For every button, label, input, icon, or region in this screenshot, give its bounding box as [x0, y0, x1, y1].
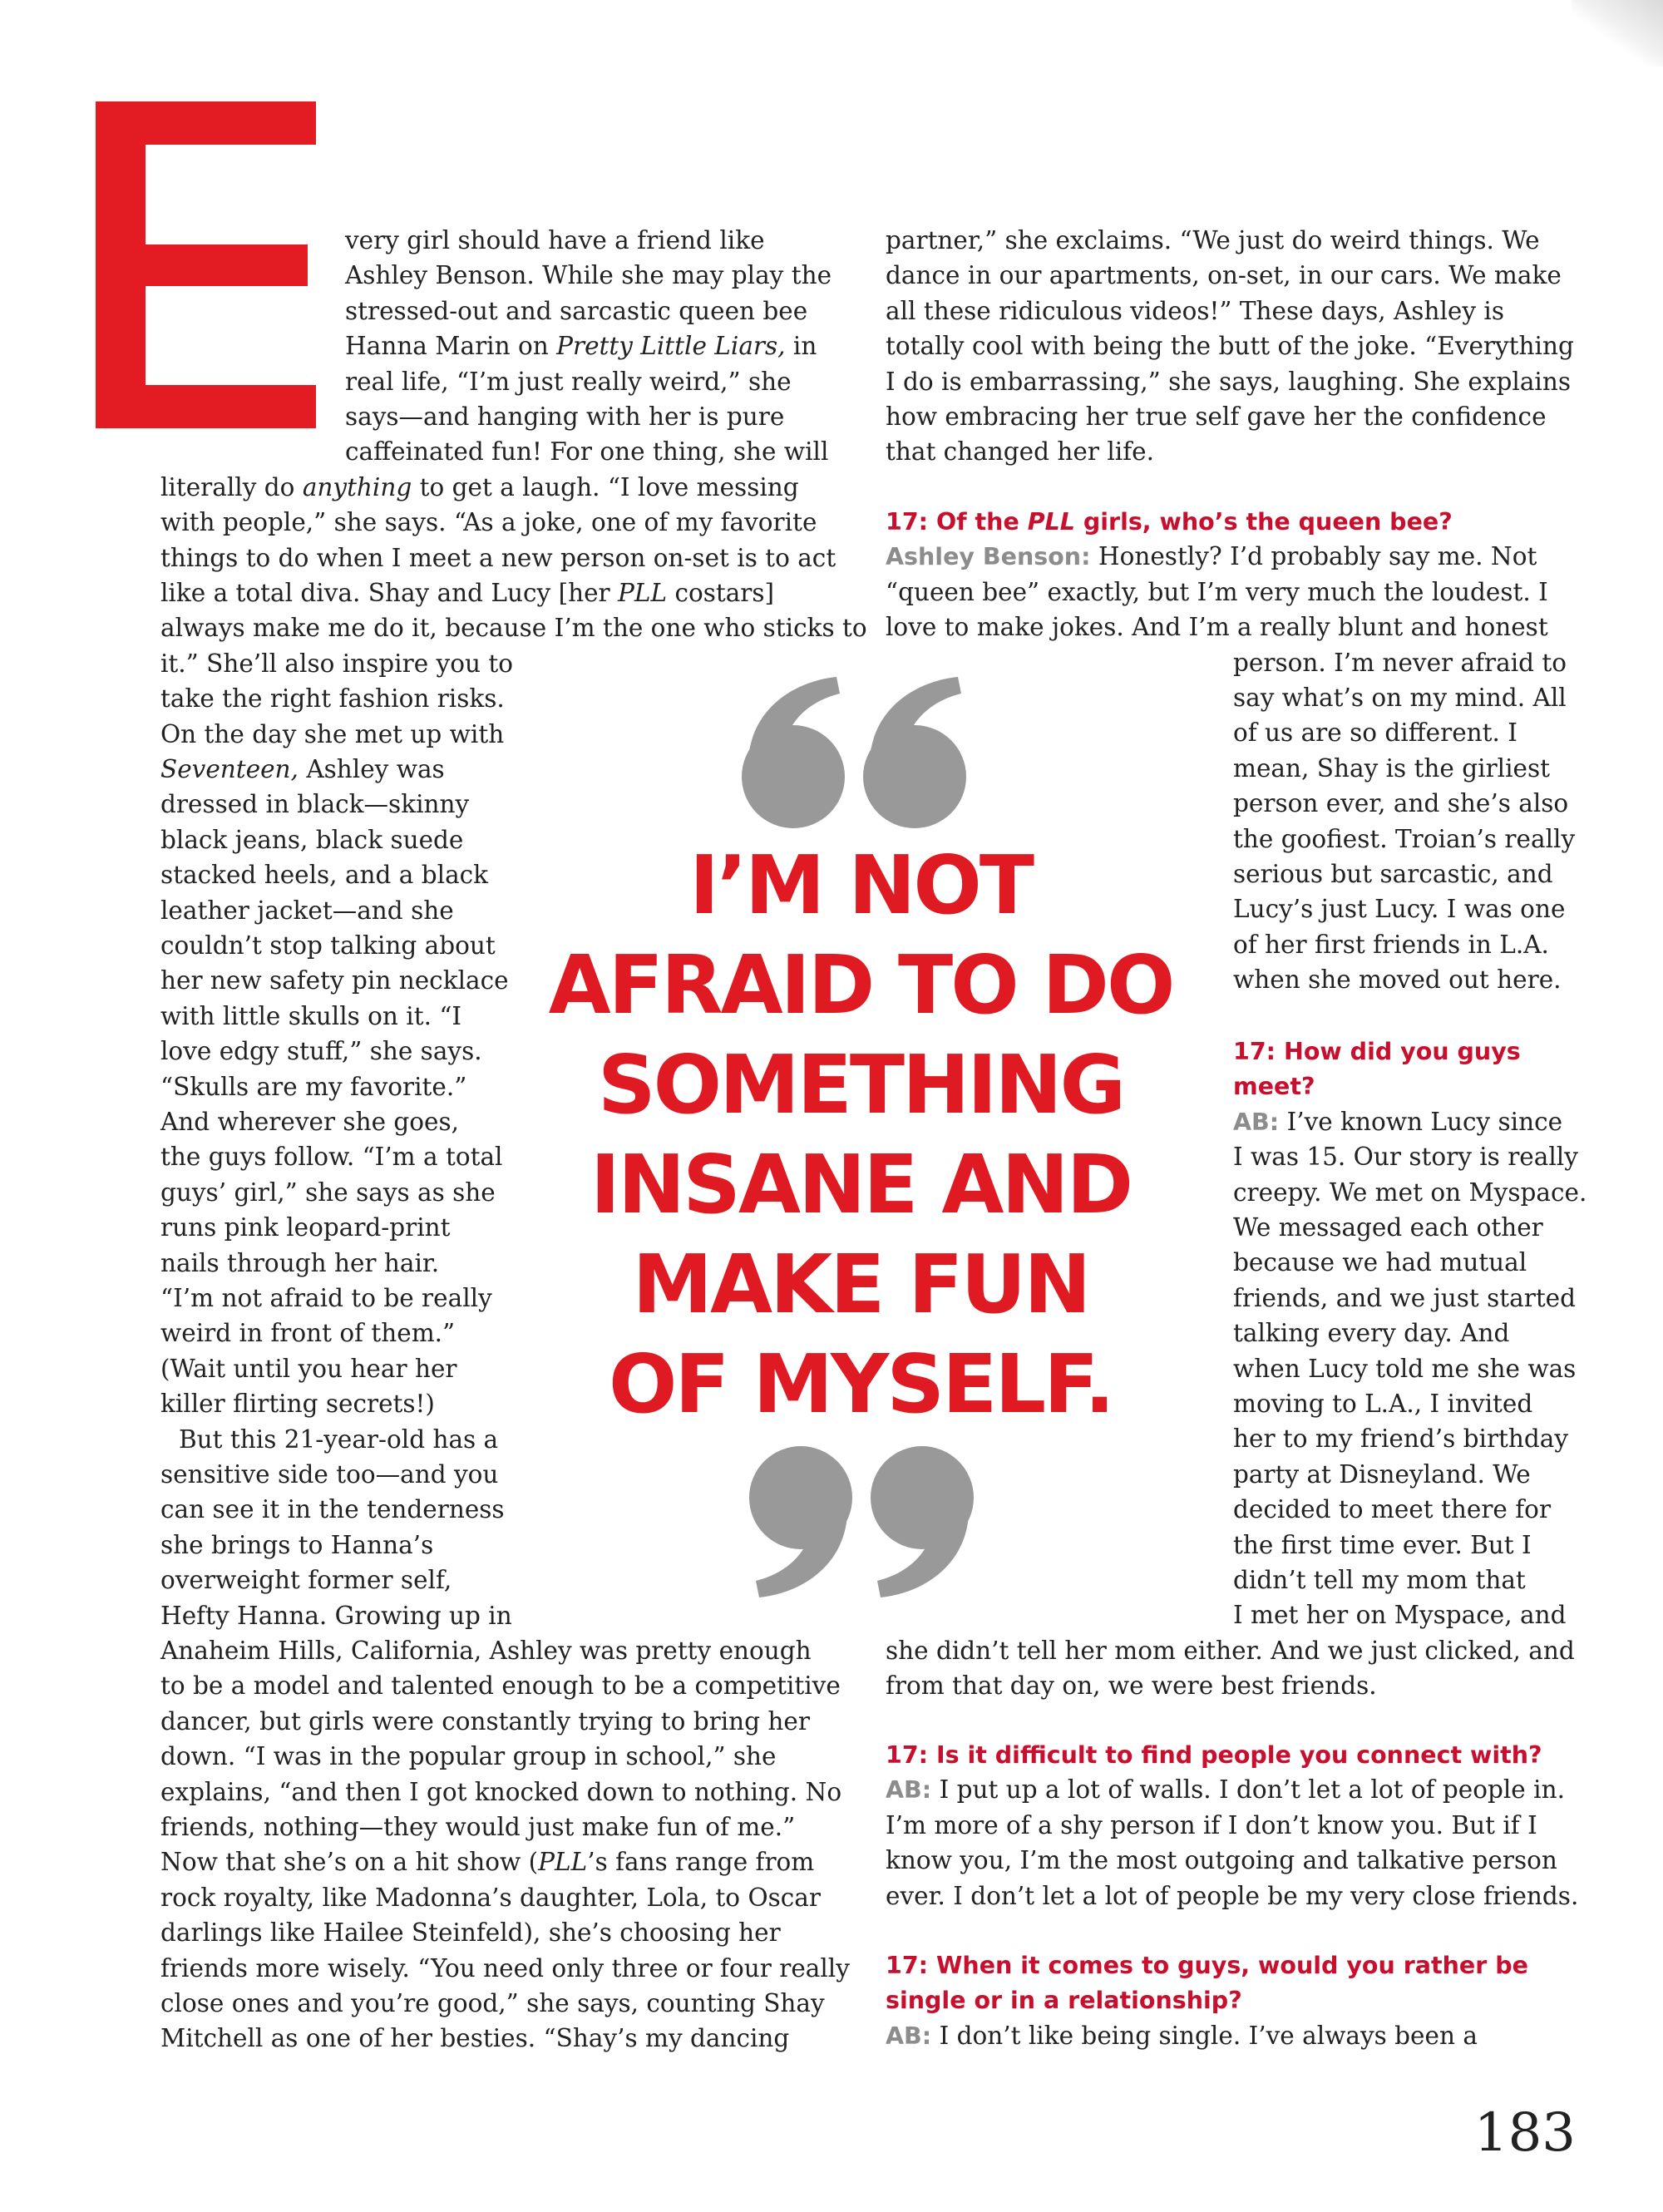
left-text-line: says—and hanging with her is pure — [345, 402, 785, 431]
left-text-line: real life, “I’m just really weird,” she — [345, 367, 792, 396]
left-text-line: But this 21-year-old has a — [179, 1424, 499, 1454]
left-text-line: stacked heels, and a black — [160, 861, 489, 890]
left-text-line: killer flirting secrets!) — [160, 1390, 435, 1419]
answer-line: ever. I don’t let a lot of people be my very close friends. — [886, 1881, 1579, 1910]
answer-line: AB: I don’t like being single. I’ve always been a — [886, 2021, 1478, 2050]
answer-line: moving to L.A., I invited — [1233, 1390, 1533, 1418]
left-text-line: Seventeen, Ashley was — [160, 755, 445, 783]
left-text-line: caffeinated fun! For one thing, she will — [345, 437, 829, 467]
question-heading: single or in a relationship? — [886, 1987, 1242, 2015]
left-text-line: couldn’t stop talking about — [160, 931, 496, 960]
left-text-line: explains, “and then I got knocked down to nothing. No — [160, 1777, 842, 1806]
right-text-line: that changed her life. — [886, 437, 1154, 467]
left-text-line: she brings to Hanna’s — [160, 1530, 434, 1559]
left-text-line: Mitchell as one of her besties. “Shay’s my dancing — [160, 2024, 790, 2053]
left-text-line: always make me do it, because I’m the one who sticks to — [160, 614, 867, 643]
left-text-line: close ones and you’re good,” she says, counting Shay — [160, 1989, 825, 2017]
right-text-line: I do is embarrassing,” she says, laughing. She explains — [886, 367, 1571, 396]
answer-line: decided to meet there for — [1233, 1495, 1552, 1524]
left-text-line: can see it in the tenderness — [160, 1495, 505, 1524]
left-text-line: leather jacket—and she — [160, 896, 454, 925]
left-text-line: like a total diva. Shay and Lucy [her PLL costars] — [160, 579, 775, 607]
left-text-line: take the right fashion risks. — [160, 684, 505, 713]
answer-line: the goofiest. Troian’s really — [1233, 824, 1576, 853]
right-text-line: how embracing her true self gave her the confidence — [886, 402, 1547, 431]
pull-quote-line: SOMETHING — [597, 1038, 1124, 1132]
answer-line: when Lucy told me she was — [1233, 1354, 1577, 1383]
answer-line: party at Disneyland. We — [1233, 1459, 1531, 1489]
left-text-line: the guys follow. “I’m a total — [160, 1143, 503, 1172]
pull-quote-line: I’M NOT — [688, 838, 1033, 932]
left-text-line: her new safety pin necklace — [160, 966, 509, 995]
answer-line: AB: I put up a lot of walls. I don’t let a lot of people in. — [886, 1775, 1565, 1805]
answer-line: from that day on, we were best friends. — [886, 1671, 1377, 1701]
question-heading: meet? — [1233, 1073, 1315, 1101]
answer-line: I was 15. Our story is really — [1233, 1143, 1578, 1172]
answer-line: person. I’m never afraid to — [1233, 648, 1567, 677]
left-text-line: literally do anything to get a laugh. “I love messing — [160, 472, 799, 501]
left-text-line: And wherever she goes, — [160, 1108, 460, 1136]
left-text-line: nails through her hair. — [160, 1248, 440, 1277]
answer-line: Ashley Benson: Honestly? I’d probably say me. Not — [886, 542, 1537, 571]
left-text-line: “Skulls are my favorite.” — [160, 1072, 467, 1101]
left-text-line: rock royalty, like Madonna’s daughter, Lola, to Oscar — [160, 1883, 821, 1912]
answer-line: she didn’t tell her mom either. And we just clicked, and — [886, 1636, 1575, 1665]
left-text-line: very girl should have a friend like — [345, 226, 765, 254]
left-text-line: with little skulls on it. “I — [160, 1001, 462, 1030]
left-text-line: sensitive side too—and you — [160, 1460, 499, 1489]
pull-quote-line: OF MYSELF. — [608, 1337, 1113, 1431]
left-text-line: love edgy stuff,” she says. — [160, 1037, 482, 1066]
left-text-line: to be a model and talented enough to be a competitive — [160, 1671, 841, 1701]
answer-line: friends, and we just started — [1233, 1283, 1577, 1312]
right-text-line: totally cool with being the butt of the joke. “Everything — [886, 332, 1574, 361]
answer-line: talking every day. And — [1233, 1319, 1510, 1348]
left-text-line: it.” She’ll also inspire you to — [160, 649, 513, 678]
left-text-line: Anaheim Hills, California, Ashley was pretty enough — [160, 1637, 812, 1665]
question-heading: 17: When it comes to guys, would you rather be — [886, 1952, 1528, 1979]
question-heading: 17: Is it difficult to find people you connect with? — [886, 1741, 1542, 1769]
question-heading: 17: Of the PLL girls, who’s the queen bee? — [886, 508, 1453, 536]
page-number: 183 — [1473, 2102, 1576, 2164]
open-quote-icon — [730, 674, 980, 832]
answer-line: I met her on Myspace, and — [1233, 1601, 1567, 1630]
answer-line: We messaged each other — [1233, 1213, 1543, 1242]
left-text-line: overweight former self, — [160, 1566, 452, 1595]
answer-line: know you, I’m the most outgoing and talkative person — [886, 1846, 1557, 1875]
left-text-line: things to do when I meet a new person on-set is to act — [160, 543, 836, 572]
close-quote-icon — [736, 1443, 985, 1601]
left-text-line: (Wait until you hear her — [160, 1354, 457, 1383]
answer-line: I’m more of a shy person if I don’t know you. But if I — [886, 1810, 1537, 1839]
answer-line: “queen bee” exactly, but I’m very much the loudest. I — [886, 577, 1548, 606]
left-text-line: Hanna Marin on Pretty Little Liars, in — [345, 332, 817, 361]
right-text-line: dance in our apartments, on-set, in our cars. We make — [886, 261, 1562, 290]
answer-line: the first time ever. But I — [1233, 1530, 1532, 1559]
left-text-line: runs pink leopard-print — [160, 1213, 451, 1242]
answer-line: her to my friend’s birthday — [1233, 1424, 1569, 1454]
pull-quote — [540, 836, 1181, 1434]
answer-line: AB: I’ve known Lucy since — [1233, 1107, 1563, 1136]
left-text-line: On the day she met up with — [160, 719, 505, 748]
answer-line: of her first friends in L.A. — [1233, 930, 1549, 959]
answer-line: love to make jokes. And I’m a really blunt and honest — [886, 613, 1548, 642]
answer-line: because we had mutual — [1233, 1248, 1527, 1277]
left-text-line: friends, nothing—they would just make fun of me.” — [160, 1813, 796, 1841]
left-text-line: Ashley Benson. While she may play the — [345, 261, 832, 290]
answer-line: serious but sarcastic, and — [1233, 860, 1553, 888]
left-text-line: black jeans, black suede — [160, 825, 464, 854]
left-text-line: dancer, but girls were constantly trying to bring her — [160, 1706, 810, 1736]
answer-line: when she moved out here. — [1233, 965, 1562, 995]
answer-line: say what’s on my mind. All — [1233, 684, 1567, 712]
answer-line: person ever, and she’s also — [1233, 789, 1569, 818]
right-text-line: all these ridiculous videos!” These days, Ashley is — [886, 296, 1504, 325]
drop-cap-letter-e — [96, 101, 316, 428]
left-text-line: guys’ girl,” she says as she — [160, 1178, 496, 1207]
answer-line: Lucy’s just Lucy. I was one — [1233, 895, 1566, 924]
page-curl-corner — [1572, 0, 1663, 67]
answer-line: of us are so different. I — [1233, 718, 1517, 748]
pull-quote-line: INSANE AND — [590, 1138, 1132, 1232]
left-text-line: Now that she’s on a hit show (PLL’s fans range from — [160, 1848, 815, 1877]
left-text-line: friends more wisely. “You need only three or four really — [160, 1953, 850, 1982]
answer-line: didn’t tell my mom that — [1233, 1566, 1526, 1594]
answer-line: creepy. We met on Myspace. — [1233, 1178, 1587, 1207]
left-text-line: dressed in black—skinny — [160, 790, 470, 819]
pull-quote-line: AFRAID TO DO — [548, 938, 1173, 1032]
left-text-line: darlings like Hailee Steinfeld), she’s choosing her — [160, 1918, 781, 1948]
left-text-line: stressed-out and sarcastic queen bee — [345, 296, 808, 325]
pull-quote-line: MAKE FUN — [632, 1237, 1089, 1331]
left-text-line: weird in front of them.” — [160, 1319, 456, 1348]
left-text-line: with people,” she says. “As a joke, one of my favorite — [160, 508, 817, 537]
left-text-line: “I’m not afraid to be really — [160, 1284, 492, 1312]
left-text-line: Hefty Hanna. Growing up in — [160, 1601, 512, 1630]
question-heading: 17: How did you guys — [1233, 1038, 1521, 1065]
answer-line: mean, Shay is the girliest — [1233, 753, 1550, 783]
left-text-line: down. “I was in the popular group in school,” she — [160, 1742, 777, 1771]
right-text-line: partner,” she exclaims. “We just do weird things. We — [886, 226, 1540, 254]
